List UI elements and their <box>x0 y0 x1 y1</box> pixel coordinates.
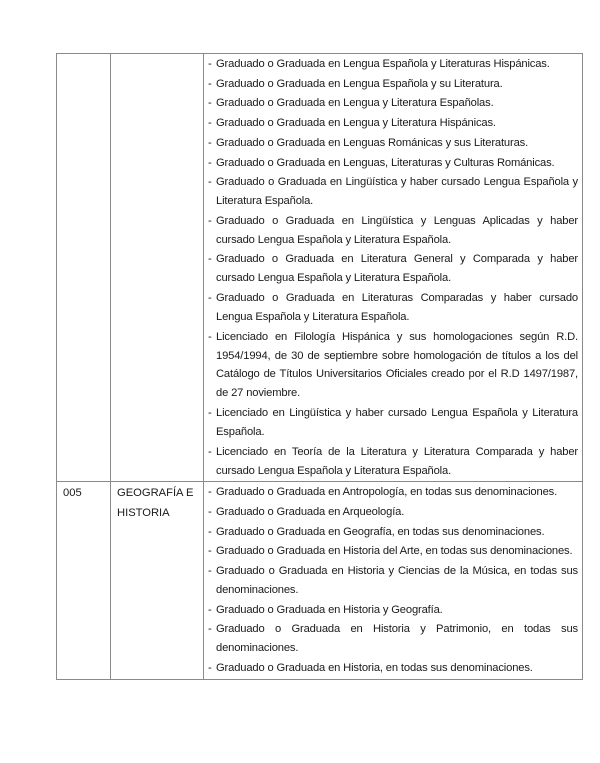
list-item: - Graduado o Graduada en Antropología, en todas sus denominaciones. <box>208 483 578 502</box>
code-cell <box>57 482 111 679</box>
list-item: - Graduado o Graduada en Historia y Ciencias de la Música, en todas sus denominaciones. <box>208 562 578 600</box>
list-item: - Graduado o Graduada en Lengua y Literatura Hispánicas. <box>208 114 578 133</box>
degrees-table <box>56 53 583 680</box>
code-text <box>57 54 110 56</box>
list-item: - Graduado o Graduada en Lingüística y Lenguas Aplicadas y haber cursado Lengua Española y Literatura Española. <box>208 212 578 250</box>
list-item: - Graduado o Graduada en Lengua Española y su Literatura. <box>208 75 578 94</box>
list-item: - Graduado o Graduada en Lingüística y haber cursado Lengua Española y Literatura Española. <box>208 173 578 211</box>
degrees-cell <box>204 482 583 679</box>
table-row <box>57 54 583 482</box>
list-item: - Graduado o Graduada en Historia del Arte, en todas sus denominaciones. <box>208 542 578 561</box>
list-item: - Graduado o Graduada en Geografía, en todas sus denominaciones. <box>208 523 578 542</box>
list-item: - Graduado o Graduada en Historia y Patrimonio, en todas sus denominaciones. <box>208 620 578 658</box>
degree-list <box>204 482 582 678</box>
subject-text: GEOGRAFÍA E HISTORIA <box>117 487 194 519</box>
subject-cell <box>111 54 204 482</box>
list-item: - Graduado o Graduada en Literatura General y Comparada y haber cursado Lengua Española y Literatura Española. <box>208 250 578 288</box>
list-item: - Graduado o Graduada en Arqueología. <box>208 503 578 522</box>
list-item: - Licenciado en Lingüística y haber cursado Lengua Española y Literatura Española. <box>208 404 578 442</box>
degrees-cell <box>204 54 583 482</box>
list-item: - Graduado o Graduada en Literaturas Comparadas y haber cursado Lengua Española y Literatura Española. <box>208 289 578 327</box>
list-item: - Licenciado en Filología Hispánica y sus homologaciones según R.D. 1954/1994, de 30 de septiembre sobre homologación de títulos a los del Catálogo de Títulos Universitarios Oficiales creado por el R.D 1497/1987, de 27 noviembre. <box>208 328 578 404</box>
subject-cell <box>111 482 204 679</box>
list-item: - Graduado o Graduada en Historia, en todas sus denominaciones. <box>208 659 578 678</box>
list-item: - Graduado o Graduada en Lenguas, Literaturas y Culturas Románicas. <box>208 154 578 173</box>
table-row <box>57 482 583 679</box>
list-item: - Graduado o Graduada en Lengua Española y Literaturas Hispánicas. <box>208 55 578 74</box>
degree-list <box>204 54 582 481</box>
list-item: - Graduado o Graduada en Lengua y Literatura Españolas. <box>208 94 578 113</box>
list-item: - Graduado o Graduada en Lenguas Románicas y sus Literaturas. <box>208 134 578 153</box>
list-item: - Graduado o Graduada en Historia y Geografía. <box>208 601 578 620</box>
code-cell <box>57 54 111 482</box>
code-text: 005 <box>63 487 82 500</box>
subject-text <box>111 54 203 56</box>
list-item: - Licenciado en Teoría de la Literatura y Literatura Comparada y haber cursado Lengua Española y Literatura Española. <box>208 443 578 481</box>
